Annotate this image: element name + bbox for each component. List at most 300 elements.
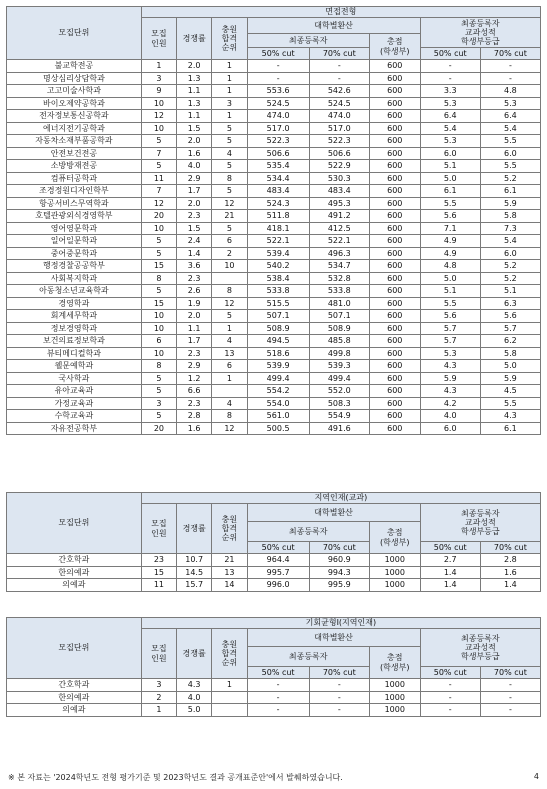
value-cell: 517.0 bbox=[247, 122, 309, 135]
unit-name-cell: 간호학과 bbox=[7, 554, 142, 567]
table-row bbox=[7, 260, 541, 273]
value-cell: 600 bbox=[369, 85, 420, 98]
value-cell: 2.9 bbox=[177, 360, 212, 373]
value-cell: 5.5 bbox=[420, 297, 480, 310]
value-cell: 6.1 bbox=[480, 422, 540, 435]
column-header-total: 총점 (학생부) bbox=[369, 647, 420, 679]
value-cell: 600 bbox=[369, 185, 420, 198]
value-cell: 540.2 bbox=[247, 260, 309, 273]
value-cell: 5.9 bbox=[480, 197, 540, 210]
value-cell: 539.9 bbox=[247, 360, 309, 373]
value-cell: 4.9 bbox=[420, 235, 480, 248]
value-cell: 600 bbox=[369, 235, 420, 248]
value-cell: - bbox=[247, 72, 309, 85]
value-cell: 600 bbox=[369, 160, 420, 173]
table-row bbox=[7, 335, 541, 348]
value-cell: 15.7 bbox=[177, 579, 212, 592]
column-header-univ-convert: 대학별환산 bbox=[247, 18, 420, 34]
value-cell: 12 bbox=[212, 422, 247, 435]
value-cell: 554.2 bbox=[247, 385, 309, 398]
unit-name-cell: 안전보건전공 bbox=[7, 147, 142, 160]
value-cell: 5.1 bbox=[480, 285, 540, 298]
value-cell: 522.3 bbox=[247, 135, 309, 148]
value-cell: 2.8 bbox=[177, 410, 212, 423]
value-cell bbox=[212, 691, 247, 704]
unit-name-cell: 중어중문학과 bbox=[7, 247, 142, 260]
value-cell: 554.9 bbox=[309, 410, 369, 423]
value-cell: 1000 bbox=[369, 679, 420, 692]
value-cell: 506.6 bbox=[309, 147, 369, 160]
value-cell: 518.6 bbox=[247, 347, 309, 360]
table-row bbox=[7, 422, 541, 435]
value-cell: 600 bbox=[369, 222, 420, 235]
table-row bbox=[7, 72, 541, 85]
value-cell: 20 bbox=[141, 422, 176, 435]
column-header-univ-convert: 대학별환산 bbox=[247, 629, 420, 647]
value-cell: 1.2 bbox=[177, 372, 212, 385]
unit-name-cell: 수학교육과 bbox=[7, 410, 142, 423]
value-cell: 8 bbox=[212, 285, 247, 298]
value-cell: 10 bbox=[141, 347, 176, 360]
value-cell: 1000 bbox=[369, 579, 420, 592]
table-row bbox=[7, 210, 541, 223]
value-cell: 10 bbox=[141, 97, 176, 110]
value-cell: 2.9 bbox=[177, 172, 212, 185]
value-cell: 539.3 bbox=[309, 360, 369, 373]
value-cell: 5.6 bbox=[480, 310, 540, 323]
value-cell: 522.3 bbox=[309, 135, 369, 148]
value-cell: 12 bbox=[141, 197, 176, 210]
value-cell: - bbox=[309, 72, 369, 85]
value-cell: 5.9 bbox=[480, 372, 540, 385]
value-cell: 6.1 bbox=[420, 185, 480, 198]
value-cell: 600 bbox=[369, 272, 420, 285]
column-header-waitlist: 충원 합격 순위 bbox=[212, 18, 247, 60]
value-cell: - bbox=[480, 72, 540, 85]
table-row bbox=[7, 235, 541, 248]
value-cell: - bbox=[480, 679, 540, 692]
value-cell: 2.0 bbox=[177, 135, 212, 148]
value-cell: 600 bbox=[369, 322, 420, 335]
unit-name-cell: 웰문예학과 bbox=[7, 360, 142, 373]
value-cell: 522.1 bbox=[247, 235, 309, 248]
value-cell: 2.8 bbox=[480, 554, 540, 567]
value-cell: 1 bbox=[212, 72, 247, 85]
unit-name-cell: 전자정보통신공학과 bbox=[7, 110, 142, 123]
unit-name-cell: 항공서비스무역학과 bbox=[7, 197, 142, 210]
value-cell: 6 bbox=[212, 235, 247, 248]
value-cell: 474.0 bbox=[247, 110, 309, 123]
value-cell: 2.4 bbox=[177, 235, 212, 248]
value-cell: 600 bbox=[369, 360, 420, 373]
value-cell: 4.0 bbox=[177, 691, 212, 704]
value-cell: 4 bbox=[212, 397, 247, 410]
value-cell: 2.3 bbox=[177, 210, 212, 223]
table-row bbox=[7, 410, 541, 423]
unit-name-cell: 호텔관광외식경영학부 bbox=[7, 210, 142, 223]
value-cell: 418.1 bbox=[247, 222, 309, 235]
table-row bbox=[7, 347, 541, 360]
value-cell: 3 bbox=[141, 72, 176, 85]
value-cell: 3.3 bbox=[420, 85, 480, 98]
table-row bbox=[7, 85, 541, 98]
value-cell: 6.4 bbox=[480, 110, 540, 123]
table-row bbox=[7, 322, 541, 335]
value-cell: 7 bbox=[141, 185, 176, 198]
value-cell: 5 bbox=[141, 235, 176, 248]
value-cell: 15 bbox=[141, 297, 176, 310]
table-row bbox=[7, 247, 541, 260]
table-row bbox=[7, 704, 541, 717]
unit-name-cell: 조경정원디자인학부 bbox=[7, 185, 142, 198]
value-cell: 494.5 bbox=[247, 335, 309, 348]
column-header-cut50: 50% cut bbox=[247, 48, 309, 60]
value-cell: 5.0 bbox=[420, 172, 480, 185]
value-cell: 4.9 bbox=[420, 247, 480, 260]
value-cell: - bbox=[420, 72, 480, 85]
unit-name-cell: 한의예과 bbox=[7, 566, 142, 579]
value-cell: 5 bbox=[212, 185, 247, 198]
value-cell: 3 bbox=[212, 97, 247, 110]
value-cell: 5.0 bbox=[420, 272, 480, 285]
unit-name-cell: 사회복지학과 bbox=[7, 272, 142, 285]
value-cell: 5 bbox=[141, 385, 176, 398]
value-cell: 964.4 bbox=[247, 554, 309, 567]
value-cell: 5 bbox=[212, 122, 247, 135]
value-cell: 1.5 bbox=[177, 122, 212, 135]
value-cell: 553.6 bbox=[247, 85, 309, 98]
value-cell: 2.0 bbox=[177, 197, 212, 210]
value-cell: 534.7 bbox=[309, 260, 369, 273]
value-cell: 600 bbox=[369, 135, 420, 148]
value-cell: 5 bbox=[141, 285, 176, 298]
value-cell: 1 bbox=[141, 704, 176, 717]
column-header-competition: 경쟁률 bbox=[177, 629, 212, 679]
value-cell: 2 bbox=[212, 247, 247, 260]
section-title: 기회균형Ⅰ(지역인재) bbox=[141, 618, 540, 629]
unit-name-cell: 국사학과 bbox=[7, 372, 142, 385]
value-cell: 13 bbox=[212, 566, 247, 579]
value-cell: - bbox=[247, 679, 309, 692]
value-cell: 600 bbox=[369, 147, 420, 160]
unit-name-cell: 명상심리상담학과 bbox=[7, 72, 142, 85]
value-cell: 1 bbox=[212, 679, 247, 692]
value-cell: 1000 bbox=[369, 704, 420, 717]
value-cell: 10 bbox=[212, 260, 247, 273]
unit-name-cell: 경영학과 bbox=[7, 297, 142, 310]
value-cell: 600 bbox=[369, 297, 420, 310]
value-cell: 14.5 bbox=[177, 566, 212, 579]
table-row bbox=[7, 110, 541, 123]
column-header-cut70: 70% cut bbox=[309, 542, 369, 554]
value-cell: 554.0 bbox=[247, 397, 309, 410]
value-cell: - bbox=[309, 691, 369, 704]
value-cell: 508.3 bbox=[309, 397, 369, 410]
value-cell: 5.5 bbox=[480, 135, 540, 148]
value-cell: 600 bbox=[369, 285, 420, 298]
value-cell: 508.9 bbox=[309, 322, 369, 335]
value-cell: 5 bbox=[141, 135, 176, 148]
value-cell: 10 bbox=[141, 222, 176, 235]
value-cell: 3 bbox=[141, 397, 176, 410]
value-cell: 412.5 bbox=[309, 222, 369, 235]
table-row bbox=[7, 397, 541, 410]
value-cell: 4.8 bbox=[480, 85, 540, 98]
value-cell: 5.7 bbox=[420, 335, 480, 348]
value-cell: 960.9 bbox=[309, 554, 369, 567]
column-header-cut50: 50% cut bbox=[247, 542, 309, 554]
column-header-quota: 모집 인원 bbox=[141, 18, 176, 60]
value-cell: 481.0 bbox=[309, 297, 369, 310]
column-header-quota: 모집 인원 bbox=[141, 629, 176, 679]
value-cell: 5.2 bbox=[480, 260, 540, 273]
value-cell: 1 bbox=[212, 372, 247, 385]
value-cell: 5.6 bbox=[420, 310, 480, 323]
value-cell: 1.1 bbox=[177, 322, 212, 335]
table-row bbox=[7, 285, 541, 298]
table-row bbox=[7, 97, 541, 110]
value-cell: - bbox=[247, 704, 309, 717]
value-cell: 1.1 bbox=[177, 110, 212, 123]
value-cell: 1.3 bbox=[177, 97, 212, 110]
value-cell: - bbox=[247, 60, 309, 73]
value-cell: 515.5 bbox=[247, 297, 309, 310]
value-cell: 600 bbox=[369, 335, 420, 348]
unit-name-cell: 한의예과 bbox=[7, 691, 142, 704]
value-cell: 1 bbox=[212, 60, 247, 73]
column-header-final-grade: 최종등록자 교과성적 학생부등급 bbox=[420, 629, 540, 667]
value-cell: 2.6 bbox=[177, 285, 212, 298]
value-cell: 994.3 bbox=[309, 566, 369, 579]
value-cell: 5.3 bbox=[480, 97, 540, 110]
value-cell: 5 bbox=[141, 372, 176, 385]
value-cell: 5.4 bbox=[420, 122, 480, 135]
value-cell: 7.1 bbox=[420, 222, 480, 235]
table-row bbox=[7, 172, 541, 185]
column-header-final-reg: 최종등록자 bbox=[247, 34, 369, 48]
value-cell: 6.6 bbox=[177, 385, 212, 398]
value-cell: 4.0 bbox=[420, 410, 480, 423]
value-cell: 5.9 bbox=[420, 372, 480, 385]
value-cell: 6.1 bbox=[480, 185, 540, 198]
value-cell: 2 bbox=[141, 691, 176, 704]
value-cell: 2.0 bbox=[177, 60, 212, 73]
table-row bbox=[7, 385, 541, 398]
value-cell: 5.7 bbox=[420, 322, 480, 335]
value-cell: 5.5 bbox=[420, 197, 480, 210]
value-cell: 1.4 bbox=[420, 566, 480, 579]
table-row bbox=[7, 272, 541, 285]
value-cell: 996.0 bbox=[247, 579, 309, 592]
table-row bbox=[7, 60, 541, 73]
value-cell: 14 bbox=[212, 579, 247, 592]
value-cell: 495.3 bbox=[309, 197, 369, 210]
value-cell: 600 bbox=[369, 172, 420, 185]
value-cell: 5.4 bbox=[480, 235, 540, 248]
value-cell: 5.1 bbox=[420, 285, 480, 298]
value-cell: 8 bbox=[141, 272, 176, 285]
value-cell: 524.5 bbox=[247, 97, 309, 110]
value-cell: 1000 bbox=[369, 554, 420, 567]
column-header-waitlist: 충원 합격 순위 bbox=[212, 629, 247, 679]
value-cell: 1.4 bbox=[420, 579, 480, 592]
column-header-cut50: 50% cut bbox=[247, 667, 309, 679]
value-cell: 1.5 bbox=[177, 222, 212, 235]
unit-name-cell: 아동청소년교육학과 bbox=[7, 285, 142, 298]
value-cell: 9 bbox=[141, 85, 176, 98]
value-cell: 508.9 bbox=[247, 322, 309, 335]
value-cell: 600 bbox=[369, 210, 420, 223]
table-row bbox=[7, 297, 541, 310]
table-row bbox=[7, 566, 541, 579]
table-row bbox=[7, 691, 541, 704]
value-cell: 600 bbox=[369, 397, 420, 410]
value-cell: 3.6 bbox=[177, 260, 212, 273]
value-cell: 485.8 bbox=[309, 335, 369, 348]
value-cell: 600 bbox=[369, 310, 420, 323]
value-cell: 5.2 bbox=[480, 272, 540, 285]
value-cell: 491.2 bbox=[309, 210, 369, 223]
unit-name-cell: 컴퓨터공학과 bbox=[7, 172, 142, 185]
value-cell: 11 bbox=[141, 579, 176, 592]
table-row bbox=[7, 135, 541, 148]
value-cell: 1.6 bbox=[177, 422, 212, 435]
value-cell: 1.6 bbox=[177, 147, 212, 160]
unit-name-cell: 행정경찰공공학부 bbox=[7, 260, 142, 273]
value-cell: 995.9 bbox=[309, 579, 369, 592]
table-row bbox=[7, 197, 541, 210]
value-cell: 2.3 bbox=[177, 397, 212, 410]
value-cell: - bbox=[480, 691, 540, 704]
column-header-grade-cut70: 70% cut bbox=[480, 542, 540, 554]
value-cell: 13 bbox=[212, 347, 247, 360]
column-header-unit: 모집단위 bbox=[7, 618, 142, 679]
value-cell: 1 bbox=[212, 110, 247, 123]
table-row bbox=[7, 679, 541, 692]
value-cell: 12 bbox=[212, 297, 247, 310]
value-cell: 600 bbox=[369, 60, 420, 73]
value-cell: 5.8 bbox=[480, 347, 540, 360]
value-cell: 5.5 bbox=[480, 160, 540, 173]
value-cell: 600 bbox=[369, 247, 420, 260]
value-cell: 5.7 bbox=[480, 322, 540, 335]
unit-name-cell: 뷰티메디컬학과 bbox=[7, 347, 142, 360]
value-cell: 5.0 bbox=[480, 360, 540, 373]
value-cell: 5 bbox=[212, 160, 247, 173]
value-cell: 1.1 bbox=[177, 85, 212, 98]
column-header-total: 총점 (학생부) bbox=[369, 522, 420, 554]
value-cell: 2.3 bbox=[177, 347, 212, 360]
table-row bbox=[7, 160, 541, 173]
column-header-final-grade: 최종등록자 교과성적 학생부등급 bbox=[420, 504, 540, 542]
value-cell: 6.0 bbox=[480, 247, 540, 260]
footer-note: ※ 본 자료는 '2024학년도 전형 평가기준 및 2023학년도 결과 공개표준안'에서 발췌하였습니다. bbox=[8, 773, 343, 782]
column-header-cut70: 70% cut bbox=[309, 667, 369, 679]
unit-name-cell: 자유전공학부 bbox=[7, 422, 142, 435]
value-cell: 5 bbox=[141, 247, 176, 260]
value-cell: 561.0 bbox=[247, 410, 309, 423]
value-cell: 517.0 bbox=[309, 122, 369, 135]
value-cell: 995.7 bbox=[247, 566, 309, 579]
value-cell: 3 bbox=[141, 679, 176, 692]
section-title: 면접전형 bbox=[141, 7, 540, 18]
value-cell: 5.4 bbox=[480, 122, 540, 135]
value-cell: 5.2 bbox=[480, 172, 540, 185]
value-cell: 499.4 bbox=[247, 372, 309, 385]
value-cell: 600 bbox=[369, 422, 420, 435]
value-cell: 474.0 bbox=[309, 110, 369, 123]
value-cell: 4.5 bbox=[480, 385, 540, 398]
value-cell: 8 bbox=[212, 172, 247, 185]
value-cell: 6.3 bbox=[480, 297, 540, 310]
unit-name-cell: 불교학전공 bbox=[7, 60, 142, 73]
column-header-cut70: 70% cut bbox=[309, 48, 369, 60]
value-cell: 535.4 bbox=[247, 160, 309, 173]
value-cell: 483.4 bbox=[309, 185, 369, 198]
column-header-univ-convert: 대학별환산 bbox=[247, 504, 420, 522]
value-cell: 21 bbox=[212, 210, 247, 223]
value-cell: 534.4 bbox=[247, 172, 309, 185]
value-cell: 2.3 bbox=[177, 272, 212, 285]
admission-table-opportunity bbox=[6, 617, 541, 717]
value-cell: 1.4 bbox=[480, 579, 540, 592]
value-cell: 5.5 bbox=[480, 397, 540, 410]
value-cell: 15 bbox=[141, 260, 176, 273]
value-cell: 7 bbox=[141, 147, 176, 160]
value-cell: 5 bbox=[141, 410, 176, 423]
column-header-total: 총점 (학생부) bbox=[369, 34, 420, 60]
unit-name-cell: 가정교육과 bbox=[7, 397, 142, 410]
unit-name-cell: 정보경영학과 bbox=[7, 322, 142, 335]
unit-name-cell: 영어영문학과 bbox=[7, 222, 142, 235]
value-cell: 10 bbox=[141, 322, 176, 335]
value-cell: 532.8 bbox=[309, 272, 369, 285]
value-cell: - bbox=[420, 704, 480, 717]
value-cell: 600 bbox=[369, 72, 420, 85]
value-cell: 524.5 bbox=[309, 97, 369, 110]
value-cell: 600 bbox=[369, 260, 420, 273]
value-cell: 499.4 bbox=[309, 372, 369, 385]
value-cell: 5.3 bbox=[420, 135, 480, 148]
value-cell: 1 bbox=[212, 322, 247, 335]
value-cell: 496.3 bbox=[309, 247, 369, 260]
value-cell: 506.6 bbox=[247, 147, 309, 160]
column-header-competition: 경쟁률 bbox=[177, 18, 212, 60]
table-row bbox=[7, 185, 541, 198]
value-cell: 6.0 bbox=[420, 147, 480, 160]
value-cell: 4.3 bbox=[420, 385, 480, 398]
value-cell: 15 bbox=[141, 566, 176, 579]
value-cell: 5.3 bbox=[420, 97, 480, 110]
column-header-unit: 모집단위 bbox=[7, 7, 142, 60]
value-cell: - bbox=[420, 691, 480, 704]
value-cell: 600 bbox=[369, 97, 420, 110]
value-cell: 6 bbox=[141, 335, 176, 348]
page-number: 4 bbox=[533, 772, 539, 781]
unit-name-cell: 고고미술사학과 bbox=[7, 85, 142, 98]
value-cell: 1.4 bbox=[177, 247, 212, 260]
value-cell: 533.8 bbox=[309, 285, 369, 298]
value-cell: 4.2 bbox=[420, 397, 480, 410]
value-cell: 5.8 bbox=[480, 210, 540, 223]
value-cell: 1000 bbox=[369, 691, 420, 704]
value-cell: 500.5 bbox=[247, 422, 309, 435]
table-row bbox=[7, 310, 541, 323]
value-cell: - bbox=[309, 60, 369, 73]
column-header-grade-cut70: 70% cut bbox=[480, 48, 540, 60]
value-cell: 10.7 bbox=[177, 554, 212, 567]
value-cell: 533.8 bbox=[247, 285, 309, 298]
